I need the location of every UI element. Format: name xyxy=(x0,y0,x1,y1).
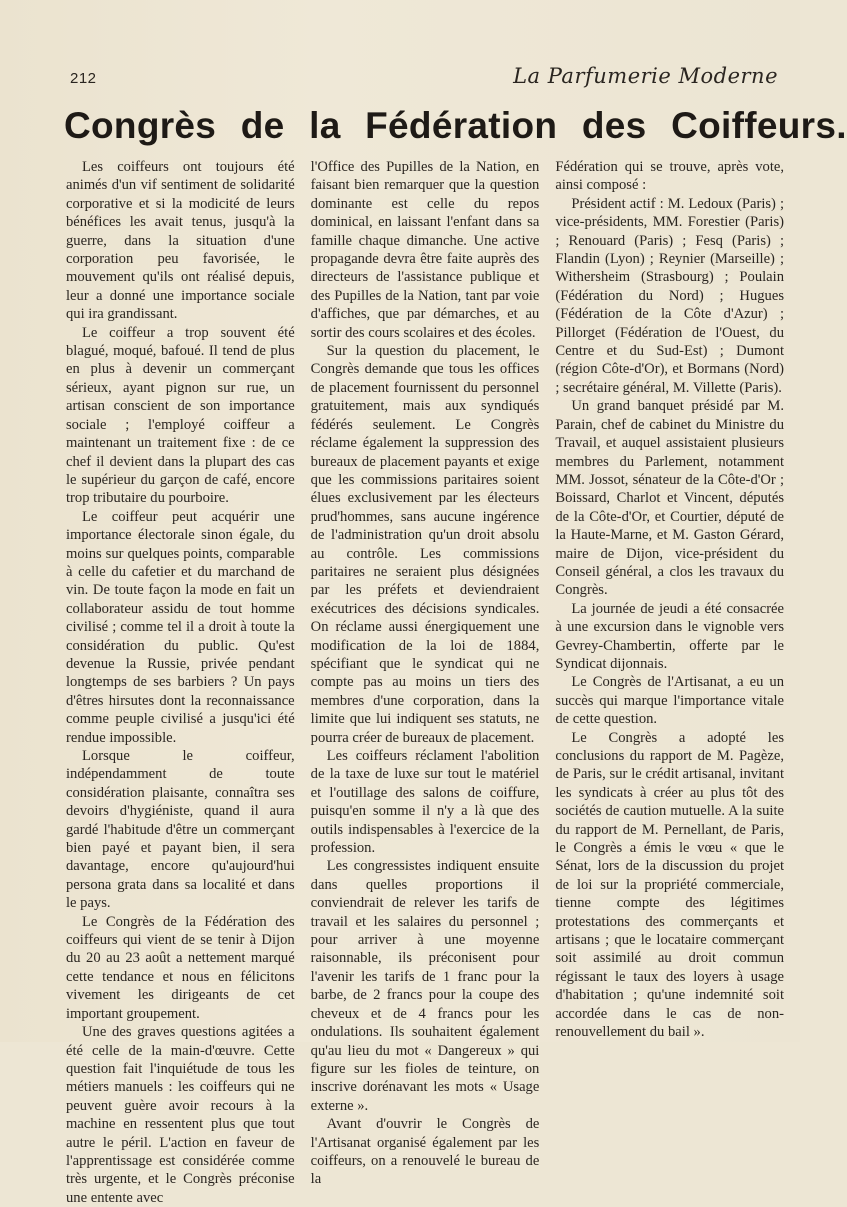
paragraph: Lorsque le coiffeur, indépendamment de toute considération plaisante, connaîtra ses devoirs d'hygiéniste, quand il aura gardé l'habitude d'être un commerçant bien payé et payant bien, il sera davantage, encore qu'aujourd'hui persona grata dans sa localité et dans le pays. xyxy=(66,748,295,912)
column-1 xyxy=(66,158,295,1206)
column-2 xyxy=(310,158,540,1188)
paragraph: l'Office des Pupilles de la Nation, en faisant bien remarquer que la question dominante est celle du repos dominical, en laissant l'enfant dans sa famille chaque dimanche. Une active propagande devra être faite auprès des directeurs de l'assistance publique et des Pupilles de la Nation, tant par voie d'affiches, que par démarches, et au sortir des cours scolaires et des écoles. xyxy=(310,159,540,341)
paragraph: Avant d'ouvrir le Congrès de l'Artisanat organisé également par les coiffeurs, on a renouvelé le bureau de la xyxy=(310,1116,540,1188)
article-body xyxy=(66,158,785,1206)
column-3 xyxy=(555,158,785,1041)
paragraph: Le Congrès a adopté les conclusions du rapport de M. Pagèze, de Paris, sur le crédit artisanal, invitant les syndicats à créer au plus tôt des sociétés de caution mutuelle. A la suite du rapport de M. Pernellant, de Paris, le Congrès a émis le vœu « que le Sénat, lors de la discussion du projet de loi sur la propriété commerciale, tienne compte des légitimes protestations des commerçants et artisans ; que le locataire commerçant soit assimilé au droit commun régissant le taux des loyers à usage d'habitation ; qu'une indemnité soit accordée dans le cas de non-renouvellement du bail ». xyxy=(555,729,785,1041)
paragraph: Un grand banquet présidé par M. Parain, chef de cabinet du Ministre du Travail, et auquel assistaient plusieurs membres du Parlement, notamment MM. Jossot, sénateur de la Côte-d'Or ; Boissard, Charlot et Vincent, députés de la Côte-d'Or, et Courtier, député de la Haute-Marne, et M. Gaston Gérard, maire de Dijon, vice-président du Conseil général, a clos les travaux du Congrès. xyxy=(555,398,785,599)
page-number: 212 xyxy=(70,70,97,87)
paragraph: Le Congrès de l'Artisanat, a eu un succès qui marque l'importance vitale de cette question. xyxy=(555,674,785,728)
paragraph: Les congressistes indiquent ensuite dans quelles proportions il conviendrait de relever les tarifs de travail et les salaires du personnel ; pour arriver à une moyenne raisonnable, ils préconisent pour l'avenir les tarifs de 1 franc pour la barbe, de 2 francs pour la coupe des cheveux et de 4 francs pour les ondulations. Ils souhaitent également qu'au lieu du mot « Dangereux » qui figure sur les fioles de teinture, on inscrive dorénavant les mots « Usage externe ». xyxy=(310,858,540,1114)
paragraph: Le coiffeur a trop souvent été blagué, moqué, bafoué. Il tend de plus en plus à devenir un commerçant sérieux, ayant pignon sur rue, un artisan conscient de son importance sociale ; l'employé coiffeur a maintenant un traitement fixe : de ce chef il devient dans la plupart des cas le supérieur du garçon de café, encore trop tributaire du pourboire. xyxy=(66,324,295,507)
paragraph: La journée de jeudi a été consacrée à une excursion dans le vignoble vers Gevrey-Chambertin, offerte par le Syndicat dijonnais. xyxy=(555,600,785,672)
paragraph: Sur la question du placement, le Congrès demande que tous les offices de placement fournissent du personnel gratuitement, mais aux syndiqués fédérés seulement. Le Congrès réclame également la suppression des bureaux de placement payants et exige que les commissions paritaires soient élues exclusivement par les électeurs prud'hommes, sans aucune ingérence de l'administration qu'un droit absolu au contrôle. Les commissions paritaires ne seraient plus désignées par les préfets et deviendraient exécutrices des décisions syndicales. On réclame aussi énergiquement une modification de la loi de 1884, spécifiant que le syndicat qui ne compte pas au moins un tiers des membres d'une corporation, dans la limite que lui indiquent ses statuts, ne pourra créer de bureaux de placement. xyxy=(310,343,540,746)
article-title: Congrès de la Fédération des Coiffeurs. xyxy=(64,105,847,146)
paragraph: Le coiffeur peut acquérir une importance électorale sinon égale, du moins sur quelques points, comparable à celle du cafetier et du marchand de vin. De toute façon la mode en fait un collaborateur assidu de tout homme civilisé ; comme tel il a droit à toute la considération du public. Qu'est devenue la Russie, privée pendant longtemps de ses barbiers ? Un pays d'êtres hirsutes dont la reconnaissance comme peuple civilisé a jusqu'ici été rendue impossible. xyxy=(66,508,295,746)
paragraph: Le Congrès de la Fédération des coiffeurs qui vient de se tenir à Dijon du 20 au 23 août a nettement marqué cette tendance et nous en félicitons vivement les dirigeants de cet important groupement. xyxy=(66,913,295,1022)
paragraph: Une des graves questions agitées a été celle de la main-d'œuvre. Cette question fait l'inquiétude de tous les métiers manuels : les coiffeurs qui ne peuvent guère avoir recours à la machine en ressentent plus que tout autre le péril. L'action en faveur de l'apprentissage est considérée comme très urgente, et le Congrès préconise une entente avec xyxy=(66,1024,295,1206)
paragraph: Président actif : M. Ledoux (Paris) ; vice-présidents, MM. Forestier (Paris) ; Renouard (Paris) ; Fesq (Paris) ; Flandin (Lyon) ; Reynier (Marseille) ; Withersheim (Strasbourg) ; Poulain (Fédération du Nord) ; Hugues (Fédération de la Côte d'Azur) ; Pillorget (Fédération de l'Ouest, du Centre et du Sud-Est) ; Dumont (région Côte-d'Or), et Bormans (Nord) ; secrétaire général, M. Villette (Paris). xyxy=(555,195,785,396)
paragraph: Fédération qui se trouve, après vote, ainsi composé : xyxy=(555,159,785,194)
paragraph: Les coiffeurs ont toujours été animés d'un vif sentiment de solidarité corporative et si la modicité de leurs bénéfices les avait tenus, jusqu'à la guerre, dans la situation d'une corporation peu favorisée, le mouvement qu'ils ont réalisé depuis, leur a donné une importance sociale qui ira grandissant. xyxy=(66,159,295,323)
journal-title: La Parfumerie Moderne xyxy=(513,64,778,88)
paragraph: Les coiffeurs réclament l'abolition de la taxe de luxe sur tout le matériel et l'outillage des salons de coiffure, puisqu'en somme il n'y a là que des outils indispensables à l'exercice de la profession. xyxy=(310,748,540,857)
